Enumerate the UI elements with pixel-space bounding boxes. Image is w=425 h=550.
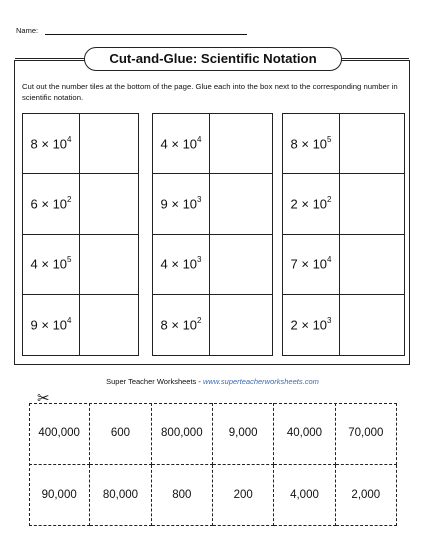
number-tile[interactable]: 800,000 (152, 403, 213, 465)
worksheet-title: Cut-and-Glue: Scientific Notation (84, 47, 342, 71)
notation-expression: $7 \times 10^4$ (290, 255, 332, 272)
number-tile[interactable]: 9,000 (213, 403, 274, 465)
glue-box[interactable] (80, 114, 138, 174)
footer-link[interactable]: www.superteacherworksheets.com (202, 377, 319, 386)
notation-cell (283, 235, 340, 295)
notation-expression: $8 \times 10^5$ (290, 134, 332, 152)
number-tile[interactable]: 600 (90, 403, 151, 465)
number-tile[interactable]: 90,000 (29, 465, 90, 527)
notation-grid-1 (22, 113, 139, 356)
glue-box[interactable] (340, 295, 404, 355)
glue-box[interactable] (340, 114, 404, 174)
name-line[interactable] (45, 34, 247, 35)
number-tile[interactable]: 800 (152, 465, 213, 527)
notation-expression: $4 \times 10^3$ (160, 255, 202, 272)
number-tile[interactable]: 40,000 (274, 403, 335, 465)
notation-cell (23, 114, 80, 174)
glue-box[interactable] (210, 235, 272, 295)
notation-expression: $6 \times 10^2$ (30, 195, 72, 212)
glue-box[interactable] (340, 235, 404, 295)
glue-box[interactable] (210, 174, 272, 234)
notation-cell (283, 295, 340, 355)
number-tile[interactable]: 200 (213, 465, 274, 527)
number-tile[interactable]: 80,000 (90, 465, 151, 527)
notation-cell (23, 235, 80, 295)
number-tile[interactable]: 400,000 (29, 403, 90, 465)
notation-expression: $9 \times 10^4$ (30, 316, 72, 333)
footer-text: Super Teacher Worksheets - (106, 377, 203, 386)
notation-cell (153, 235, 210, 295)
glue-box[interactable] (80, 295, 138, 355)
notation-expression: $8 \times 10^2$ (160, 316, 202, 333)
name-label: Name: (16, 26, 39, 35)
notation-expression: $2 \times 10^3$ (290, 316, 332, 333)
notation-cell (153, 295, 210, 355)
notation-expression: $4 \times 10^5$ (30, 255, 72, 272)
notation-expression: $8 \times 10^4$ (30, 134, 72, 152)
notation-grid-2 (152, 113, 273, 356)
number-tile[interactable]: 2,000 (336, 465, 397, 527)
glue-box[interactable] (340, 174, 404, 234)
tile-grid (29, 403, 397, 526)
notation-cell (283, 174, 340, 234)
notation-cell (153, 174, 210, 234)
notation-cell (153, 114, 210, 174)
notation-expression: $2 \times 10^2$ (290, 195, 332, 212)
notation-expression: $9 \times 10^3$ (160, 195, 202, 212)
notation-expression: $4 \times 10^4$ (160, 134, 202, 152)
notation-cell (283, 114, 340, 174)
number-tile[interactable]: 70,000 (336, 403, 397, 465)
scissors-icon: ✂ (37, 390, 50, 407)
number-tile[interactable]: 4,000 (274, 465, 335, 527)
notation-cell (23, 295, 80, 355)
glue-box[interactable] (80, 174, 138, 234)
notation-grid-3 (282, 113, 405, 356)
glue-box[interactable] (210, 295, 272, 355)
footer-credit (0, 377, 425, 386)
instructions: Cut out the number tiles at the bottom of the page. Glue each into the box next to the corresponding number in scientific notation. (22, 82, 398, 102)
glue-box[interactable] (80, 235, 138, 295)
glue-box[interactable] (210, 114, 272, 174)
notation-cell (23, 174, 80, 234)
